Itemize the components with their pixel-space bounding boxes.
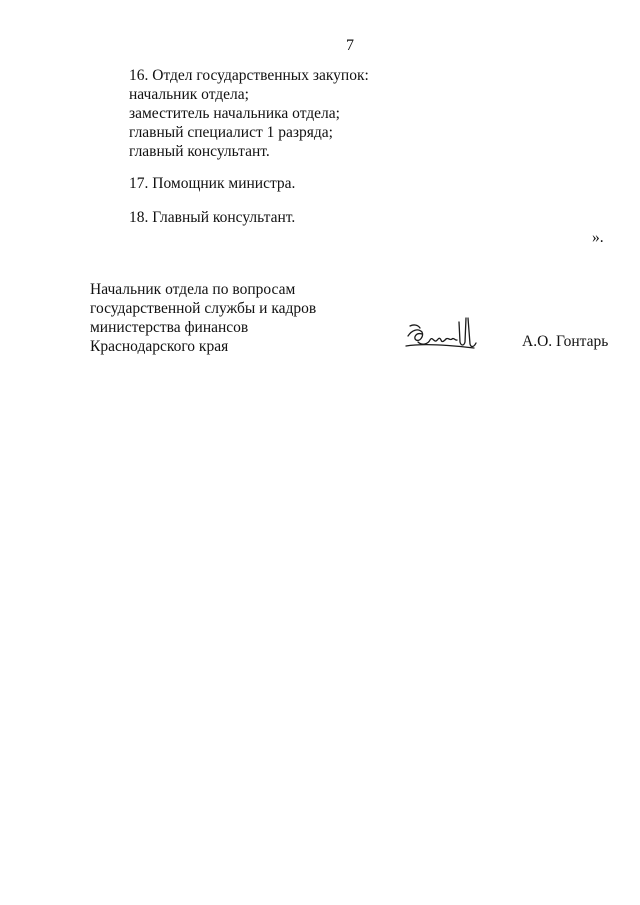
signatory-title xyxy=(90,280,316,356)
section-16 xyxy=(129,66,369,161)
section-16-heading: 16. Отдел государственных закупок: xyxy=(129,67,369,84)
handwritten-signature xyxy=(404,312,484,352)
signatory-title-line: государственной службы и кадров xyxy=(90,300,317,317)
signatory-title-line: Краснодарского края xyxy=(90,338,229,355)
section-18 xyxy=(129,208,295,227)
section-17 xyxy=(129,174,295,193)
section-16-item: начальник отдела; xyxy=(129,86,249,103)
section-17-heading: 17. Помощник министра. xyxy=(129,175,296,192)
section-16-item: заместитель начальника отдела; xyxy=(129,105,340,122)
section-16-item: главный консультант. xyxy=(129,143,270,160)
page-number: 7 xyxy=(346,37,354,54)
closing-quote: ». xyxy=(592,229,604,246)
signatory-name: А.О. Гонтарь xyxy=(522,333,609,350)
section-16-item: главный специалист 1 разряда; xyxy=(129,124,333,141)
section-18-heading: 18. Главный консультант. xyxy=(129,209,296,226)
signatory-title-line: Начальник отдела по вопросам xyxy=(90,281,296,298)
signatory-title-line: министерства финансов xyxy=(90,319,249,336)
